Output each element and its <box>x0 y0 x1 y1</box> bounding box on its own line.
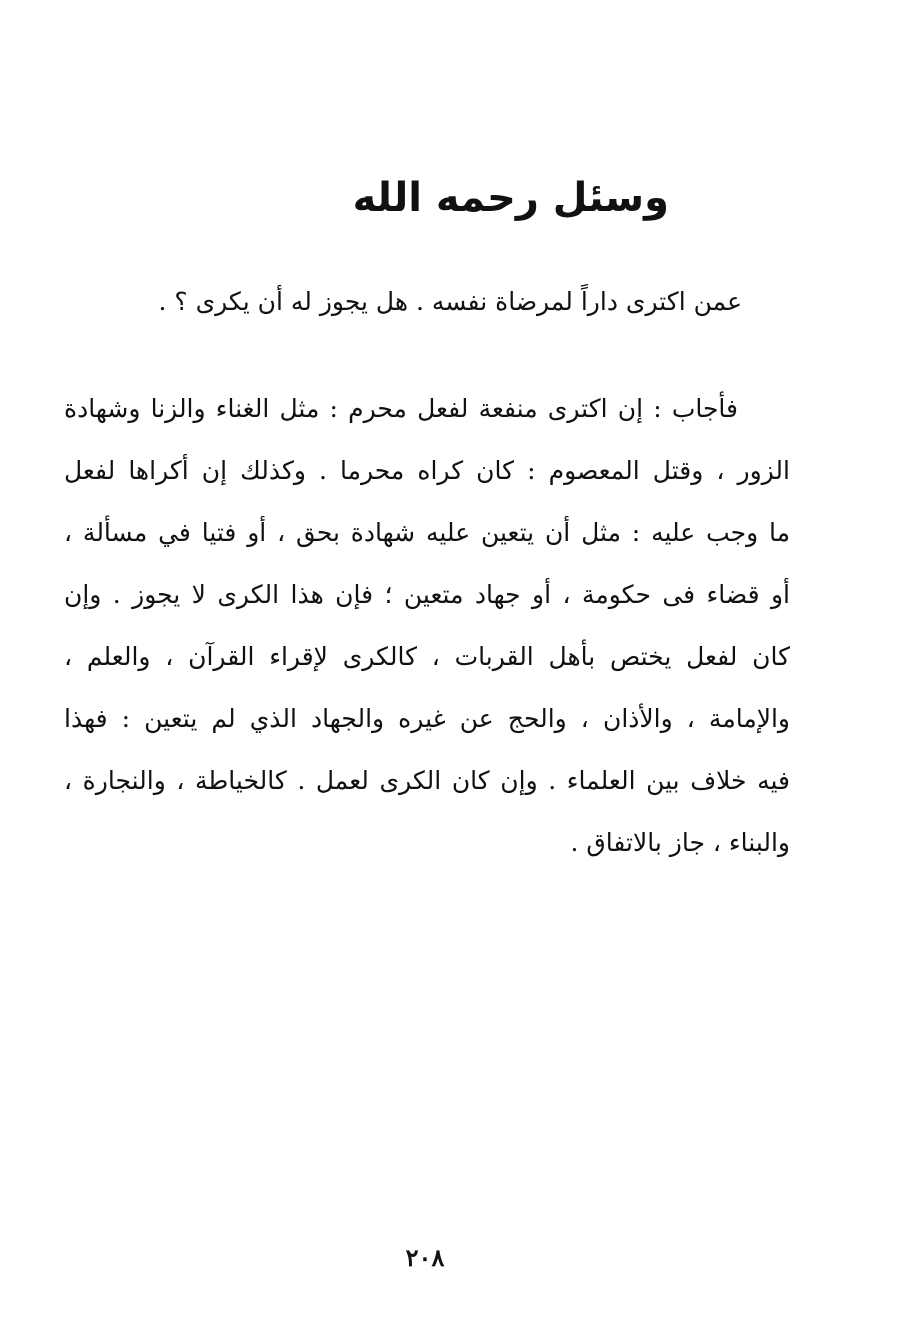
answer-line: ما وجب عليه : مثل أن يتعين عليه شهادة بحق ، أو فتيا في مسألة ، <box>64 518 790 547</box>
section-heading: وسئل رحمه الله <box>352 175 669 221</box>
answer-line: فأجاب : إن اكترى منفعة لفعل محرم : مثل الغناء والزنا وشهادة <box>64 394 738 423</box>
answer-line: والبناء ، جاز بالاتفاق . <box>570 828 790 857</box>
answer-paragraph <box>64 378 790 874</box>
answer-line: كان لفعل يختص بأهل القربات ، كالكرى لإقراء القرآن ، والعلم ، <box>64 642 790 671</box>
question-text: عمن اكترى داراً لمرضاة نفسه . هل يجوز له أن يكرى ؟ . <box>158 287 742 316</box>
answer-line: والإمامة ، والأذان ، والحج عن غيره والجهاد الذي لم يتعين : فهذا <box>64 704 790 733</box>
answer-line: الزور ، وقتل المعصوم : كان كراه محرما . وكذلك إن أكراها لفعل <box>64 456 790 485</box>
answer-line: فيه خلاف بين العلماء . وإن كان الكرى لعمل . كالخياطة ، والنجارة ، <box>64 766 790 795</box>
answer-line: أو قضاء فى حكومة ، أو جهاد متعين ؛ فإن هذا الكرى لا يجوز . وإن <box>64 580 790 609</box>
page-number: ٢٠٨ <box>405 1243 445 1272</box>
